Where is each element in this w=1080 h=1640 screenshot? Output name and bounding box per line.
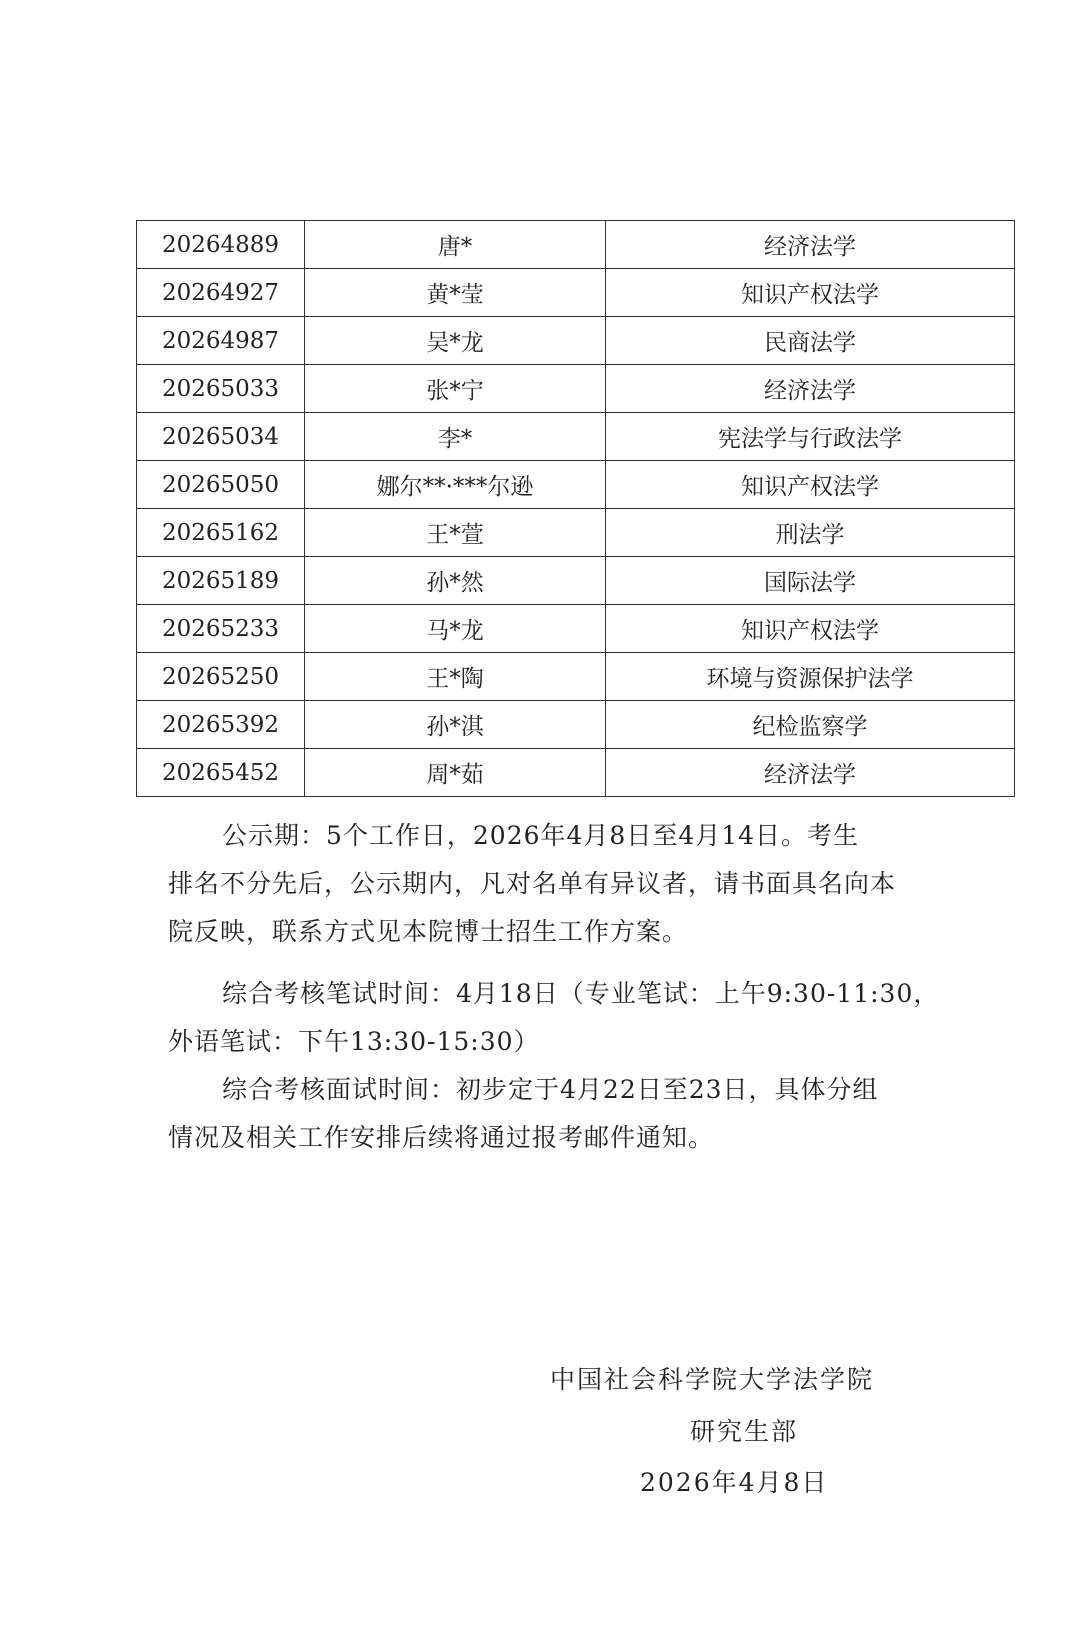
publicity-line-1: 公示期：5个工作日，2026年4月8日至4月14日。考生 (222, 821, 860, 850)
candidate-major-cell: 知识产权法学 (606, 605, 1015, 653)
candidate-table (136, 220, 1015, 797)
candidate-name-cell: 孙*然 (305, 557, 606, 605)
candidate-major-cell: 纪检监察学 (606, 701, 1015, 749)
written-exam-paragraph (168, 970, 958, 1066)
table-row (137, 461, 1015, 509)
candidate-major-cell: 知识产权法学 (606, 269, 1015, 317)
candidate-id-cell: 20265189 (137, 557, 305, 605)
table-row (137, 749, 1015, 797)
signature-institution: 中国社会科学院大学法学院 (550, 1365, 875, 1394)
candidate-id-cell: 20265162 (137, 509, 305, 557)
table-row (137, 269, 1015, 317)
candidate-id-cell: 20264927 (137, 269, 305, 317)
publicity-line-3: 院反映，联系方式见本院博士招生工作方案。 (168, 917, 689, 946)
written-exam-line-2: 外语笔试：下午13:30-15:30） (168, 1027, 540, 1056)
candidate-name-cell: 王*陶 (305, 653, 606, 701)
candidate-name-cell: 唐* (305, 221, 606, 269)
table-row (137, 317, 1015, 365)
candidate-major-cell: 知识产权法学 (606, 461, 1015, 509)
table-row (137, 221, 1015, 269)
candidate-id-cell: 20265050 (137, 461, 305, 509)
candidate-id-cell: 20265392 (137, 701, 305, 749)
candidate-name-cell: 吴*龙 (305, 317, 606, 365)
candidate-name-cell: 黄*莹 (305, 269, 606, 317)
publicity-paragraph (168, 812, 958, 956)
table-row (137, 701, 1015, 749)
candidate-name-cell: 周*茹 (305, 749, 606, 797)
candidate-major-cell: 经济法学 (606, 749, 1015, 797)
interview-paragraph (168, 1066, 958, 1162)
table-row (137, 365, 1015, 413)
table-row (137, 509, 1015, 557)
candidate-id-cell: 20265233 (137, 605, 305, 653)
candidate-major-cell: 经济法学 (606, 221, 1015, 269)
signature-department: 研究生部 (690, 1417, 799, 1446)
candidate-name-cell: 张*宁 (305, 365, 606, 413)
candidate-id-cell: 20264987 (137, 317, 305, 365)
candidate-id-cell: 20265452 (137, 749, 305, 797)
candidate-name-cell: 孙*淇 (305, 701, 606, 749)
signature-date: 2026年4月8日 (640, 1468, 829, 1497)
candidate-major-cell: 宪法学与行政法学 (606, 413, 1015, 461)
candidate-id-cell: 20265250 (137, 653, 305, 701)
candidate-id-cell: 20265034 (137, 413, 305, 461)
candidate-name-cell: 李* (305, 413, 606, 461)
table-row (137, 653, 1015, 701)
written-exam-line-1: 综合考核笔试时间：4月18日（专业笔试：上午9:30-11:30， (222, 979, 940, 1008)
publicity-line-2: 排名不分先后，公示期内，凡对名单有异议者，请书面具名向本 (168, 869, 897, 898)
candidate-major-cell: 环境与资源保护法学 (606, 653, 1015, 701)
table-row (137, 605, 1015, 653)
candidate-major-cell: 民商法学 (606, 317, 1015, 365)
candidate-table-body (137, 221, 1015, 797)
candidate-major-cell: 国际法学 (606, 557, 1015, 605)
candidate-id-cell: 20264889 (137, 221, 305, 269)
candidate-name-cell: 马*龙 (305, 605, 606, 653)
table-row (137, 557, 1015, 605)
interview-line-2: 情况及相关工作安排后续将通过报考邮件通知。 (168, 1123, 715, 1152)
table-row (137, 413, 1015, 461)
candidate-major-cell: 刑法学 (606, 509, 1015, 557)
candidate-name-cell: 娜尔**·***尔逊 (305, 461, 606, 509)
candidate-major-cell: 经济法学 (606, 365, 1015, 413)
interview-line-1: 综合考核面试时间：初步定于4月22日至23日，具体分组 (222, 1075, 879, 1104)
candidate-name-cell: 王*萱 (305, 509, 606, 557)
candidate-id-cell: 20265033 (137, 365, 305, 413)
